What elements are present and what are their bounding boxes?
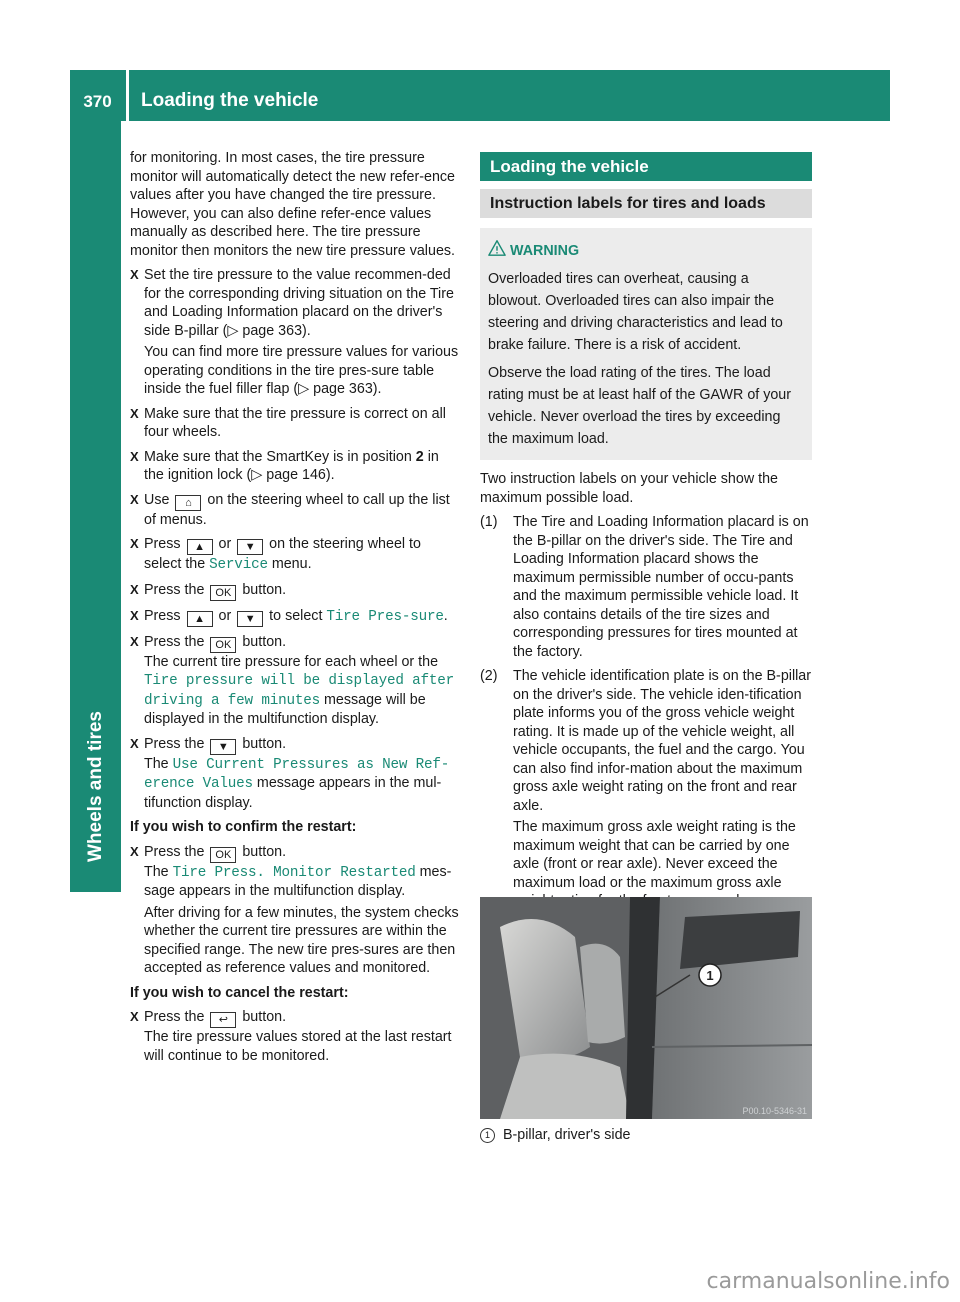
warning-text: Overloaded tires can overheat, causing a blowout. Overloaded tires can also impair the steering and driving characteristics and lead to brake failure. There is a risk of accident. bbox=[488, 271, 783, 353]
ok-key-icon: OK bbox=[210, 637, 236, 653]
display-message: Tire pressure will be displayed after driving a few minutes bbox=[144, 673, 455, 709]
watermark: carmanualsonline.info bbox=[706, 1269, 950, 1294]
list-item-number: (2) bbox=[480, 668, 498, 684]
step-text-part: or bbox=[214, 536, 236, 552]
page-number: 370 bbox=[83, 92, 112, 111]
step-item bbox=[130, 735, 460, 813]
step-item bbox=[130, 266, 460, 399]
down-key-icon: ▼ bbox=[210, 739, 236, 755]
step-text-part: The bbox=[144, 755, 173, 772]
list-item-text: The Tire and Loading Information placard is on the B-pillar on the driver's side. The Tire and Loading Information placard shows the maximum permissible number of occu-pants and the maximum permissible vehicle load. It also contains details of the tire sizes and corresponding pressures for tires mounted at the factory. bbox=[513, 514, 809, 660]
step-text-part: button. bbox=[238, 633, 287, 650]
step-marker-icon: X bbox=[130, 581, 139, 597]
step-text bbox=[144, 448, 460, 485]
step-result bbox=[144, 755, 460, 813]
back-key-icon: ↩ bbox=[210, 1012, 236, 1028]
step-result bbox=[144, 863, 460, 901]
left-column bbox=[130, 149, 460, 1071]
ok-key-icon: OK bbox=[210, 847, 236, 863]
step-text-part: The bbox=[144, 863, 173, 880]
list-item-text: The vehicle identification plate is on the B-pillar on the driver's side. The vehicle iden-tification plate informs you of the gross vehicle weight rating. It is made up of the vehicle weight, all vehicle occupants, the fuel and the cargo. You can also find infor-mation about the maximum gross axle weight rating on the front and rear axle. bbox=[513, 668, 812, 814]
step-item bbox=[130, 1008, 460, 1065]
step-text bbox=[144, 491, 460, 530]
step-text-part: button. bbox=[238, 581, 287, 598]
step-text bbox=[144, 843, 460, 863]
up-key-icon: ▲ bbox=[187, 611, 213, 627]
step-item bbox=[130, 633, 460, 729]
page-title: Loading the vehicle bbox=[141, 90, 319, 111]
list-item bbox=[480, 667, 812, 911]
photo-caption bbox=[480, 1126, 630, 1144]
step-text-part: The current tire pressure for each wheel or the bbox=[144, 653, 439, 670]
home-key-icon: ⌂ bbox=[175, 495, 201, 511]
step-text-part: Press the bbox=[144, 843, 209, 860]
step-text-part: message appears in the mul-tifunction display. bbox=[144, 775, 442, 811]
list-item-number: (1) bbox=[480, 514, 498, 530]
warning-text: Observe the load rating of the tires. The load rating must be at least half of the GAWR of your vehicle. Never overload the tires by exceeding the maximum load. bbox=[488, 365, 792, 447]
step-item bbox=[130, 581, 460, 601]
warning-triangle-icon bbox=[488, 239, 506, 257]
step-text-part: Press bbox=[144, 607, 185, 624]
section-title: Loading the vehicle bbox=[480, 152, 812, 181]
step-text-part: Press the bbox=[144, 1009, 209, 1025]
warning-label: WARNING bbox=[510, 243, 580, 259]
menu-name-tire-pressure: Tire Pres‐sure bbox=[326, 608, 444, 625]
step-text-part: in the ignition lock (▷ page 146). bbox=[144, 448, 439, 483]
subsection-title: Instruction labels for tires and loads bbox=[480, 189, 812, 218]
ignition-position: 2 bbox=[415, 448, 424, 465]
step-marker-icon: X bbox=[130, 491, 139, 507]
step-text-part: to select bbox=[265, 607, 327, 624]
list-item-note: The maximum gross axle weight rating is the maximum weight that can be carried by one axle (front or rear axle). Never exceed the maximum load or the maximum gross axle bbox=[513, 819, 796, 891]
step-text-part: on the steering wheel to call up the list of menus. bbox=[144, 491, 450, 528]
step-marker-icon: X bbox=[130, 735, 139, 751]
step-text-part: Press bbox=[144, 536, 185, 552]
step-item bbox=[130, 448, 460, 485]
b-pillar-illustration bbox=[480, 897, 812, 1119]
confirm-heading: If you wish to confirm the restart: bbox=[130, 819, 357, 835]
warning-box bbox=[480, 228, 812, 460]
b-pillar-photo bbox=[480, 897, 812, 1119]
chapter-tab-label: Wheels and tires bbox=[85, 711, 106, 862]
step-marker-icon: X bbox=[130, 607, 139, 623]
step-text-part: . bbox=[443, 607, 448, 624]
step-text-part: button. bbox=[238, 735, 287, 752]
step-text-part: mes-sage appears in the multifunction display. bbox=[144, 863, 452, 899]
warning-heading bbox=[488, 240, 804, 262]
photo-code: P00.10-5346-31 bbox=[742, 1106, 807, 1116]
step-item bbox=[130, 843, 460, 978]
list-item bbox=[480, 513, 812, 661]
step-text bbox=[144, 535, 460, 575]
step-text-part: Press the bbox=[144, 735, 209, 752]
step-text bbox=[144, 735, 460, 755]
step-text-part: on the steering wheel to select the bbox=[144, 536, 421, 572]
step-text bbox=[144, 607, 460, 627]
header-divider bbox=[126, 70, 129, 121]
step-item bbox=[130, 491, 460, 530]
step-marker-icon: X bbox=[130, 536, 139, 551]
callout-number-icon: 1 bbox=[480, 1128, 495, 1143]
step-text bbox=[144, 581, 460, 601]
step-marker-icon: X bbox=[130, 633, 139, 649]
step-text-part: message will be displayed in the multifunction display. bbox=[144, 691, 426, 727]
step-text-part: Make sure that the SmartKey is in position bbox=[144, 448, 416, 465]
step-text-part: or bbox=[214, 607, 236, 624]
step-text: Set the tire pressure to the value recommen-ded for the corresponding driving situation on the Tire and Loading Information placard on the driver's side B-pillar (▷ page 363). bbox=[144, 267, 454, 339]
cancel-heading: If you wish to cancel the restart: bbox=[130, 984, 349, 1001]
step-item bbox=[130, 607, 460, 627]
step-item bbox=[130, 535, 460, 575]
step-marker-icon: X bbox=[130, 448, 139, 464]
labels-intro: Two instruction labels on your vehicle show the maximum possible load. bbox=[480, 471, 779, 506]
down-key-icon: ▼ bbox=[237, 539, 263, 555]
step-text bbox=[144, 1008, 460, 1028]
down-key-icon: ▼ bbox=[237, 611, 263, 627]
step-text bbox=[144, 633, 460, 653]
menu-name-service: Service bbox=[209, 557, 268, 573]
display-message: Tire Press. Monitor Restarted bbox=[172, 864, 416, 881]
step-marker-icon: X bbox=[130, 1009, 139, 1024]
caption-text: B-pillar, driver's side bbox=[503, 1127, 631, 1143]
step-text-part: button. bbox=[238, 843, 287, 860]
step-marker-icon: X bbox=[130, 267, 139, 282]
step-text-part: Use bbox=[144, 491, 174, 508]
callout-number: 1 bbox=[706, 968, 714, 983]
step-text-part: Press the bbox=[144, 581, 209, 598]
step-text-part: button. bbox=[238, 1009, 287, 1025]
display-message: Use Current Pressures as New Ref‐erence Values bbox=[144, 756, 450, 792]
intro-paragraph: for monitoring. In most cases, the tire pressure monitor will automatically detect the new refer-ence values after you have changed the tire pressure. However, you can also define refer-ence values manually as described here. The tire pressure monitor then monitors the new tire pressure values. bbox=[130, 150, 456, 259]
step-note: You can find more tire pressure values for various operating conditions in the tire pres-sure table inside the fuel filler flap (▷ page 363). bbox=[144, 344, 459, 397]
step-result: The tire pressure values stored at the last restart will continue to be monitored. bbox=[144, 1029, 452, 1064]
step-text-part: menu. bbox=[267, 556, 312, 572]
step-marker-icon: X bbox=[130, 405, 139, 421]
ok-key-icon: OK bbox=[210, 585, 236, 601]
up-key-icon: ▲ bbox=[187, 539, 213, 555]
step-text-part: Press the bbox=[144, 633, 209, 650]
right-column bbox=[480, 152, 812, 917]
step-marker-icon: X bbox=[130, 843, 139, 859]
step-result bbox=[144, 653, 460, 729]
step-item bbox=[130, 405, 460, 442]
step-text: Make sure that the tire pressure is correct on all four wheels. bbox=[144, 405, 446, 440]
step-note: After driving for a few minutes, the system checks whether the current tire pressures are within the specified range. The new tire pres-sures are then accepted as reference values and monitored. bbox=[144, 904, 459, 976]
